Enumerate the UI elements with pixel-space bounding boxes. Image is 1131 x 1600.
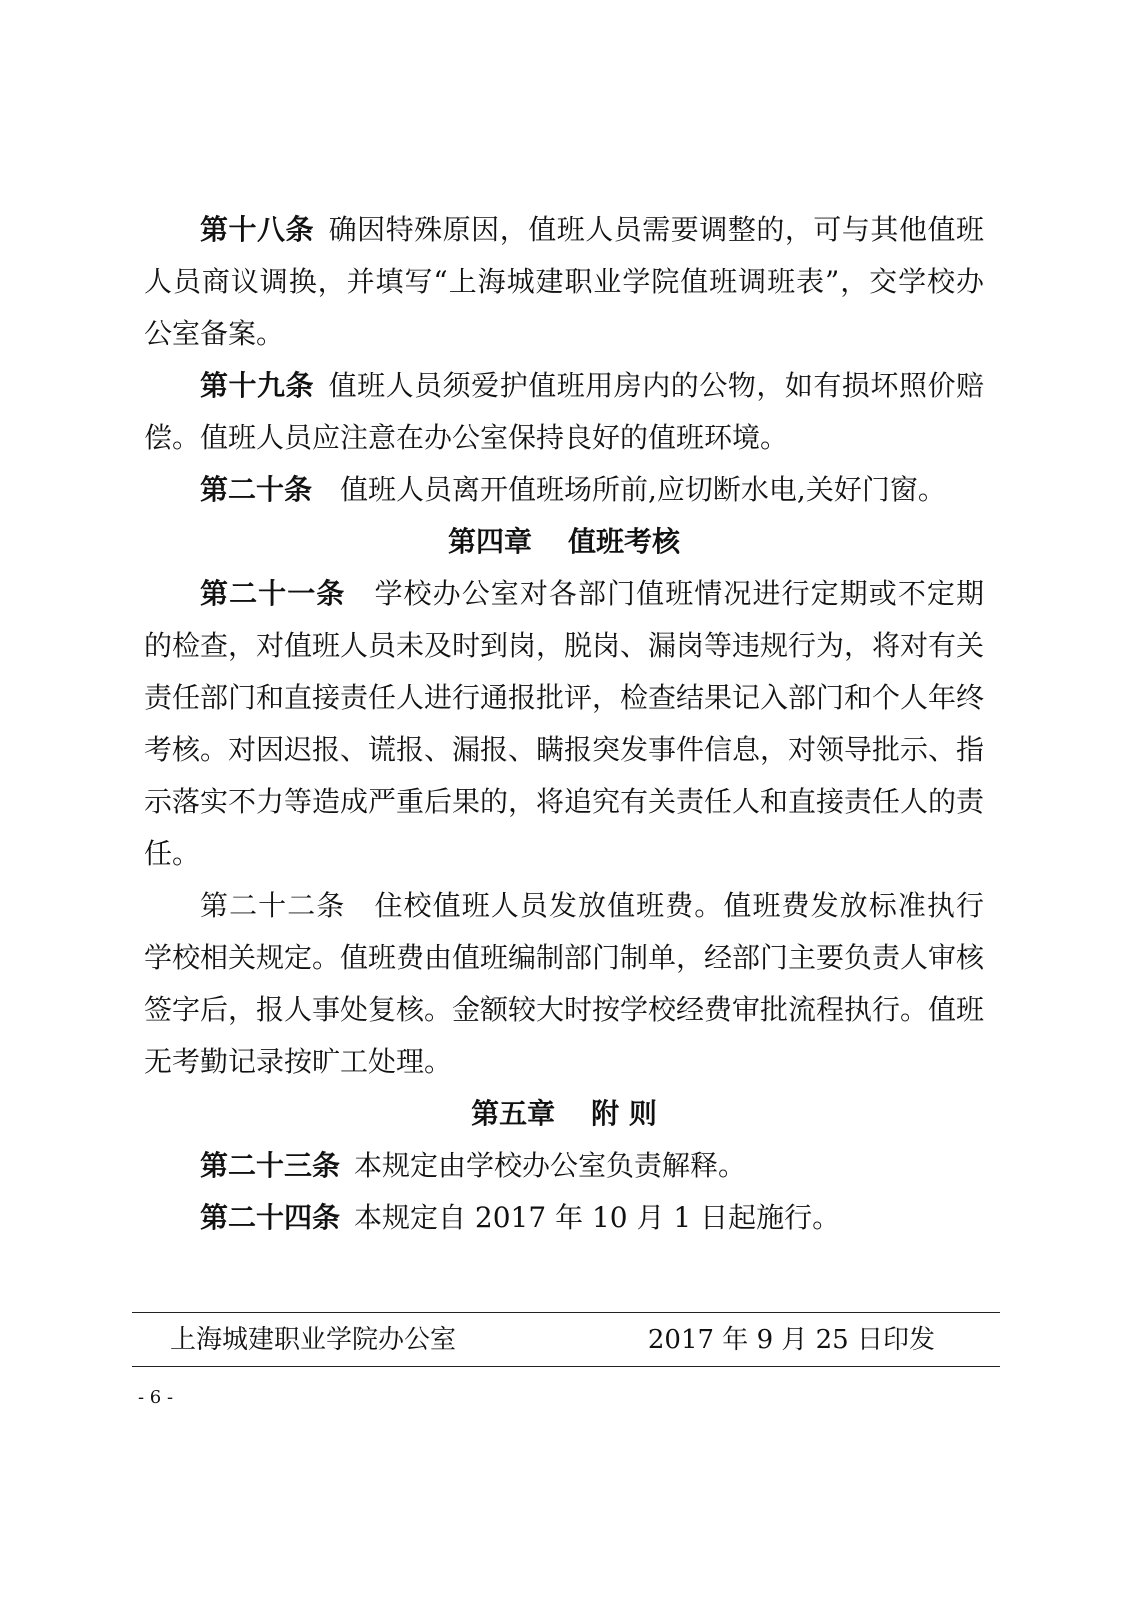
article-text: 学校办公室对各部门值班情况进行定期或不定期的检查，对值班人员未及时到岗，脱岗、漏岗等违规行为，将对有关责任部门和直接责任人进行通报批评，检查结果记入部门和个人年终考核。对因迟报、谎报、漏报、瞒报突发事件信息，对领导批示、指示落实不力等造成严重后果的，将追究有关责任人和直接责任人的责任。 [144, 577, 985, 870]
article-22 [144, 880, 984, 1088]
document-body [144, 204, 984, 1244]
chapter-5-heading [144, 1088, 984, 1140]
article-heading: 第十八条 [200, 213, 315, 246]
article-heading: 第十九条 [200, 369, 315, 402]
footer-top-rule [132, 1312, 1000, 1313]
chapter-4-heading [144, 516, 984, 568]
article-text: 本规定由学校办公室负责解释。 [354, 1149, 747, 1182]
article-text: 确因特殊原因，值班人员需要调整的，可与其他值班人员商议调换，并填写“上海城建职业学院值班调班表”，交学校办公室备案。 [144, 213, 984, 350]
chapter-number: 第五章 [471, 1097, 556, 1130]
footer-issuer: 上海城建职业学院办公室 [170, 1325, 457, 1355]
article-text: 值班人员离开值班场所前,应切断水电,关好门窗。 [340, 473, 946, 506]
article-20 [144, 464, 984, 516]
article-text: 住校值班人员发放值班费。值班费发放标准执行学校相关规定。值班费由值班编制部门制单，经部门主要负责人审核签字后，报人事处复核。金额较大时按学校经费审批流程执行。值班无考勤记录按旷工处理。 [144, 889, 985, 1078]
footer-bottom-rule [132, 1366, 1000, 1367]
page-number: - 6 - [138, 1387, 174, 1408]
footer-issue-date: 2017 年 9 月 25 日印发 [647, 1325, 935, 1355]
article-text: 值班人员须爱护值班用房内的公物，如有损坏照价赔偿。值班人员应注意在办公室保持良好的值班环境。 [144, 369, 984, 454]
article-heading: 第二十三条 [200, 1149, 341, 1182]
chapter-number: 第四章 [447, 525, 532, 558]
article-21 [144, 568, 984, 880]
article-heading: 第二十二条 [200, 889, 346, 922]
article-text: 本规定自 2017 年 10 月 1 日起施行。 [354, 1201, 841, 1234]
article-23 [144, 1140, 984, 1192]
article-heading: 第二十四条 [200, 1201, 341, 1234]
article-24 [144, 1192, 984, 1244]
chapter-title: 附 则 [591, 1097, 657, 1130]
article-19 [144, 360, 984, 464]
chapter-title: 值班考核 [568, 525, 681, 558]
article-heading: 第二十条 [200, 473, 313, 506]
article-18 [144, 204, 984, 360]
article-heading: 第二十一条 [200, 577, 346, 610]
